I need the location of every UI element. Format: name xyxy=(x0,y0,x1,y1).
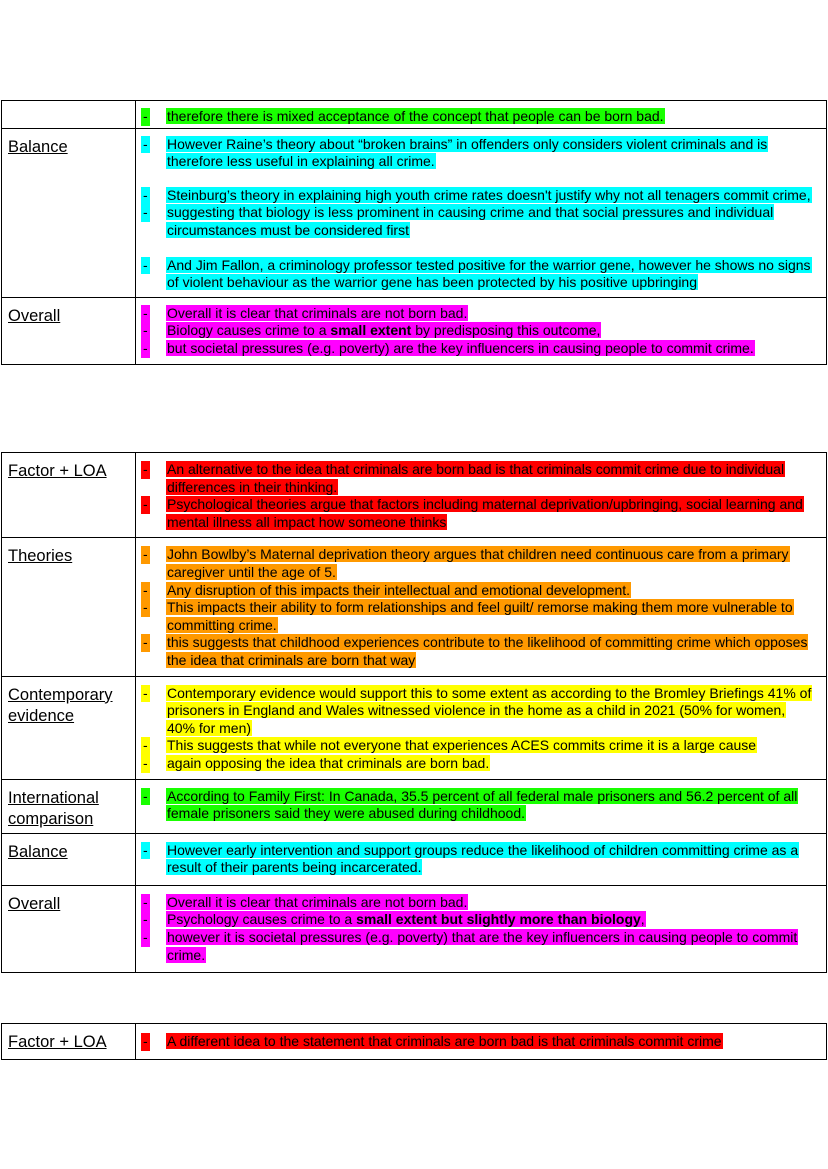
row-label-cell xyxy=(2,1024,136,1060)
bullet-text: However early intervention and support groups reduce the likelihood of children committing crime as a result of their parents being incarcerated. xyxy=(167,841,799,876)
bullet-item xyxy=(143,461,816,496)
bullet-text: John Bowlby’s Maternal deprivation theory argues that children need continuous care from a primary caregiver until the age of 5. xyxy=(167,546,789,580)
bullet-dash: - xyxy=(143,256,148,273)
bullet-dash: - xyxy=(143,754,148,771)
bullet-dash: - xyxy=(143,496,148,513)
bullet-text xyxy=(166,322,601,338)
bullet-text xyxy=(166,911,646,927)
bullet-dash: - xyxy=(143,339,148,356)
bullet-item xyxy=(143,929,816,964)
bullet-dash: - xyxy=(143,599,148,616)
bullet-text: A different idea to the statement that criminals are born bad is that criminals commit crime xyxy=(167,1033,722,1049)
bullet-item xyxy=(143,737,816,755)
bullet-dash: - xyxy=(143,108,148,124)
bullet-text: According to Family First: In Canada, 35.5 percent of all federal male prisoners and 56.2 percent of all female prisoners said they were abused during childhood. xyxy=(167,787,798,822)
row-label-cell xyxy=(2,779,136,833)
row-content-cell xyxy=(136,453,827,538)
row-label-cell xyxy=(2,676,136,779)
row-content-cell xyxy=(136,1024,827,1060)
essay-table-next-factor xyxy=(1,1023,827,1060)
bullet-dash: - xyxy=(143,304,148,321)
bullet-text: suggesting that biology is less prominent in causing crime and that social pressures and individual circumstances must be considered first xyxy=(167,204,774,238)
bullet-text-part: Psychology causes crime to a xyxy=(167,911,357,928)
table-row xyxy=(2,453,827,538)
table-row xyxy=(2,1024,827,1060)
bullet-item xyxy=(143,893,816,912)
bullet-text: therefore there is mixed acceptance of the concept that people can be born bad. xyxy=(167,108,664,124)
bullet-item xyxy=(143,911,816,929)
bullet-text-part: by predisposing this outcome, xyxy=(411,322,601,339)
bullet-text: An alternative to the idea that criminals are born bad is that criminals commit crime due to individual differences in their thinking. xyxy=(167,461,785,495)
bullet-text: Overall it is clear that criminals are not born bad. xyxy=(167,893,468,910)
bullet-item xyxy=(143,546,816,581)
row-content-cell xyxy=(136,538,827,676)
row-label-factor-loa: Factor + LOA xyxy=(8,462,107,480)
bullet-group xyxy=(143,256,816,292)
bullet-item xyxy=(143,1033,816,1051)
table-row xyxy=(2,101,827,129)
bullet-text: Any disruption of this impacts their intellectual and emotional development. xyxy=(167,581,631,598)
bullet-text: Psychological theories argue that factors including maternal deprivation/upbringing, social learning and mental illness all impact how someone thinks xyxy=(167,496,803,530)
row-content-cell xyxy=(136,676,827,779)
bullet-text: And Jim Fallon, a criminology professor tested positive for the warrior gene, however he shows no signs of violent behaviour as the warrior gene has been protected by his positive upbringing xyxy=(167,256,811,291)
bullet-text-part: , xyxy=(640,911,645,928)
bullet-dash: - xyxy=(143,929,148,946)
bullet-text: However Raine’s theory about “broken brains” in offenders only considers violent criminals and is therefore less useful in explaining all crime. xyxy=(167,135,768,170)
row-label-overall: Overall xyxy=(8,894,61,913)
table-row xyxy=(2,833,827,885)
bullet-dash: - xyxy=(143,787,148,804)
table-row xyxy=(2,885,827,972)
row-content-cell xyxy=(136,128,827,297)
bullet-text: Contemporary evidence would support this to some extent as according to the Bromley Briefings 41% of prisoners in England and Wales witnessed violence in the home as a child in 2021 (50% for women, 40% for men) xyxy=(167,684,812,736)
bullet-dash: - xyxy=(143,684,148,701)
row-label-evidence: evidence xyxy=(8,706,75,725)
row-label-cell xyxy=(2,128,136,297)
bullet-dash: - xyxy=(143,1033,148,1049)
row-content-cell xyxy=(136,779,827,833)
bullet-item xyxy=(143,339,816,358)
essay-table-psychology xyxy=(1,452,827,973)
bullet-text: again opposing the idea that criminals are born bad. xyxy=(167,754,490,771)
bullet-item xyxy=(143,304,816,323)
row-label-contemporary: Contemporary xyxy=(8,685,113,704)
bullet-text-bold: small extent but slightly more than biology xyxy=(356,911,641,928)
bullet-group xyxy=(143,186,816,240)
table-row xyxy=(2,779,827,833)
row-content-cell xyxy=(136,297,827,364)
bullet-item xyxy=(143,108,816,126)
bullet-dash: - xyxy=(143,737,148,754)
bullet-item xyxy=(143,135,816,171)
bullet-text: This impacts their ability to form relationships and feel guilt/ remorse making them more vulnerable to committing crime. xyxy=(167,599,793,633)
row-content-cell xyxy=(136,833,827,885)
bullet-item xyxy=(143,599,816,634)
bullet-group xyxy=(143,135,816,171)
bullet-text: this suggests that childhood experiences contribute to the likelihood of committing crime which opposes the idea that criminals are born that way xyxy=(167,634,808,668)
row-label-balance: Balance xyxy=(8,842,68,861)
row-label-cell xyxy=(2,297,136,364)
row-label-theories: Theories xyxy=(8,547,73,566)
table-row xyxy=(2,538,827,676)
row-label-factor-loa: Factor + LOA xyxy=(8,1033,107,1051)
bullet-item xyxy=(143,684,816,738)
row-content-cell xyxy=(136,101,827,129)
table-row xyxy=(2,676,827,779)
row-label-overall: Overall xyxy=(8,306,61,325)
row-label-international: International xyxy=(8,788,99,807)
bullet-text: This suggests that while not everyone that experiences ACES commits crime it is a large cause xyxy=(167,737,757,754)
bullet-text: but societal pressures (e.g. poverty) are the key influencers in causing people to commit crime. xyxy=(167,339,754,356)
table-row xyxy=(2,297,827,364)
bullet-dash: - xyxy=(143,204,148,221)
row-label-cell xyxy=(2,453,136,538)
bullet-dash: - xyxy=(143,135,148,152)
bullet-dash: - xyxy=(143,546,148,563)
bullet-item xyxy=(143,754,816,773)
bullet-dash: - xyxy=(143,581,148,598)
bullet-item xyxy=(143,841,816,877)
bullet-item xyxy=(143,496,816,531)
bullet-text-bold: small extent xyxy=(330,322,412,339)
row-label-cell xyxy=(2,885,136,972)
bullet-text-part: Biology causes crime to a xyxy=(167,322,331,339)
row-content-cell xyxy=(136,885,827,972)
bullet-item xyxy=(143,787,816,823)
bullet-item xyxy=(143,634,816,669)
bullet-dash: - xyxy=(143,911,148,928)
bullet-dash: - xyxy=(143,322,148,339)
bullet-text: Overall it is clear that criminals are not born bad. xyxy=(167,304,468,321)
bullet-dash: - xyxy=(143,186,148,203)
bullet-item xyxy=(143,581,816,600)
bullet-item xyxy=(143,322,816,340)
row-label-balance: Balance xyxy=(8,137,68,156)
table-row xyxy=(2,128,827,297)
row-label-cell xyxy=(2,101,136,129)
bullet-dash: - xyxy=(143,893,148,910)
bullet-dash: - xyxy=(143,841,148,858)
row-label-cell xyxy=(2,538,136,676)
bullet-text: Steinburg’s theory in explaining high youth crime rates doesn't justify why not all tenagers commit crime, xyxy=(167,186,811,203)
bullet-item xyxy=(143,186,816,205)
bullet-text: however it is societal pressures (e.g. poverty) that are the key influencers in causing people to commit crime. xyxy=(167,929,798,963)
row-label-comparison: comparison xyxy=(8,809,94,828)
essay-table-biology xyxy=(1,100,827,365)
bullet-item xyxy=(143,256,816,292)
bullet-dash: - xyxy=(143,634,148,651)
bullet-dash: - xyxy=(143,461,148,477)
row-label-cell xyxy=(2,833,136,885)
bullet-item xyxy=(143,204,816,239)
